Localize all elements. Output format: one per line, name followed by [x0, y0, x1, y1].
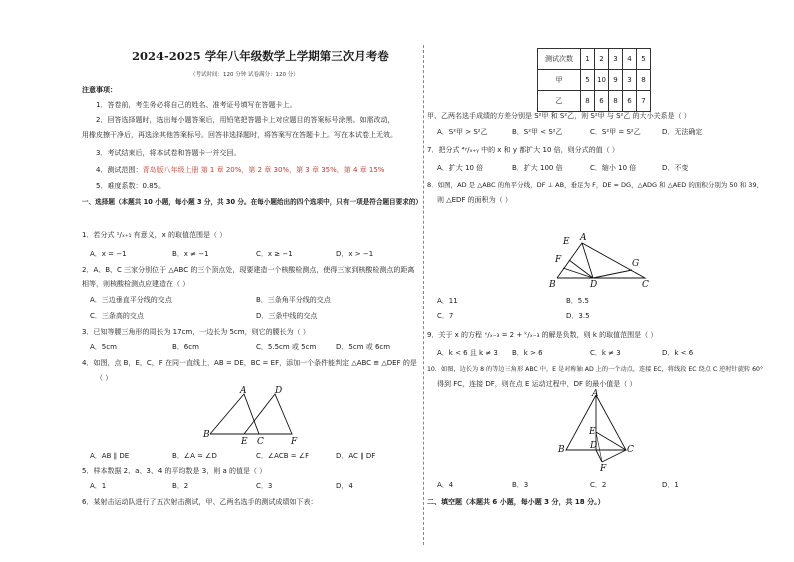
table-cell: 8: [609, 91, 623, 112]
q10-option-c: C．2: [590, 481, 607, 489]
q8-label-f: F: [555, 255, 562, 265]
q3-option-d: D．5cm 或 6cm: [336, 343, 391, 351]
q4-label-a: A: [240, 386, 247, 396]
table-cell: 8: [581, 91, 595, 112]
q3-option-a: A．5cm: [90, 343, 117, 351]
q8-label-d: D: [590, 280, 598, 290]
table-cell: 3: [623, 70, 637, 91]
q9-option-a: A．k < 6 且 k ≠ 3: [437, 349, 498, 357]
table-cell: 测试次数: [538, 49, 581, 70]
table-cell: 5: [581, 70, 595, 91]
q4-stem: 4．如图，点 B，E，C，F 在同一直线上，AB = DE，BC = EF，添加一个条件能判定 △ABC ≌ △DEF 的是: [82, 359, 417, 367]
q4-label-d: D: [275, 386, 283, 396]
q4-stem-cont: （ ）: [96, 374, 113, 382]
q1-option-c: C．x ≥ −1: [256, 250, 293, 258]
q2-stem-cont: 相等，则核酸检测点应建造在（ ）: [82, 280, 190, 288]
q8-label-g: G: [632, 259, 640, 269]
q6-option-b: B．S²甲 < S²乙: [512, 128, 563, 136]
table-cell: 2: [595, 49, 609, 70]
q9-option-b: B．k > 6: [512, 349, 543, 357]
page-title: 2024-2025 学年八年级数学上学期第三次月考卷: [132, 49, 389, 63]
note-3: 3．考试结束后，将本试卷和答题卡一并交回。: [96, 149, 241, 157]
exam-info: （考试时间：120 分钟 试卷满分：120 分）: [190, 72, 299, 78]
q10-stem: 10．如图，边长为 8 的等边三角形 ABC 中，E 是对称轴 AD 上的一个动点，连接 EC，将线段 EC 绕点 C 逆时针旋转 60°: [427, 366, 764, 373]
q10-label-a: A: [592, 389, 599, 399]
q7-option-a: A．扩大 10 倍: [437, 164, 484, 172]
score-table: [537, 48, 651, 112]
q8-option-a: A．11: [437, 297, 458, 305]
q4-option-b: B．∠A = ∠D: [172, 452, 217, 460]
q8-figure: [545, 233, 653, 290]
table-row: [538, 49, 651, 70]
table-cell: 4: [623, 49, 637, 70]
note-2-cont: 用橡皮擦干净后，再选涂其他答案标号。回答非选择题时，将答案写在答题卡上。写在本试卷上无效。: [82, 131, 397, 139]
q10-label-b: B: [558, 445, 565, 455]
q8-label-c: C: [642, 280, 649, 290]
q1-option-a: A．x = −1: [90, 250, 127, 258]
q6-question: 甲、乙两名选手成绩的方差分别是 S²甲 和 S²乙，则 S²甲 与 S²乙 的大小关系是（ ）: [427, 112, 691, 120]
q3-option-c: C．5.5cm 或 5cm: [256, 343, 317, 351]
table-cell: 6: [623, 91, 637, 112]
table-row: [538, 91, 651, 112]
q10-option-a: A．4: [437, 481, 454, 489]
q4-label-c: C: [257, 437, 264, 447]
q5-option-c: C．3: [256, 482, 273, 490]
q10-stem-cont: 得到 FC，连接 DF，则在点 E 运动过程中，DF 的最小值是（ ）: [437, 380, 637, 388]
q10-label-c: C: [627, 445, 634, 455]
q6-option-a: A．S²甲 > S²乙: [437, 128, 488, 136]
q8-stem: 8．如图，AD 是 △ABC 的角平分线，DF ⊥ AB，垂足为 F，DE = DG，△ADG 和 △AED 的面积分别为 50 和 39，: [427, 181, 764, 189]
q8-label-a: A: [580, 233, 587, 243]
q6-option-c: C．S²甲 = S²乙: [590, 128, 641, 136]
q10-option-b: B．3: [512, 481, 529, 489]
q7-option-c: C．缩小 10 倍: [590, 164, 637, 172]
q8-label-b: B: [549, 280, 556, 290]
q9-option-c: C．k ≠ 3: [590, 349, 621, 357]
note-5: 5．难度系数：0.85。: [96, 182, 166, 190]
q5-option-d: D．4: [336, 482, 353, 490]
q1-option-d: D．x > −1: [336, 250, 374, 258]
q8-stem-cont: 则 △EDF 的面积为（ ）: [437, 196, 512, 204]
q5-option-b: B．2: [172, 482, 189, 490]
q4-label-e: E: [241, 437, 248, 447]
table-cell: 9: [609, 70, 623, 91]
q8-option-d: D．3.5: [566, 312, 590, 320]
table-cell: 7: [637, 91, 651, 112]
table-cell: 甲: [538, 70, 581, 91]
q9-stem: 9．关于 x 的方程 ˣ/ₓ₋₃ = 2 + ᵏ/ₓ₋₃ 的解是负数，则 k 的取值范围是（ ）: [427, 331, 658, 339]
q1-stem: 1．若分式 ¹/ₓ₊₁ 有意义，x 的取值范围是（ ）: [82, 231, 227, 239]
table-cell: 5: [637, 49, 651, 70]
note-1: 1．答卷前，考生务必将自己的姓名、准考证号填写在答题卡上。: [96, 101, 297, 109]
q10-label-d: D: [590, 441, 598, 451]
q5-stem: 5．样本数据 2、a、3、4 的平均数是 3，则 a 的值是（ ）: [82, 467, 267, 475]
table-cell: 乙: [538, 91, 581, 112]
q4-label-b: B: [203, 430, 210, 440]
q7-option-b: B．扩大 100 倍: [512, 164, 563, 172]
q8-label-e: E: [563, 237, 570, 247]
section-2-heading: 二、填空题（本题共 6 小题，每小题 3 分，共 18 分。）: [427, 498, 605, 506]
q9-option-d: D．k < 6: [662, 349, 694, 357]
table-cell: 10: [595, 70, 609, 91]
q7-stem: 7．把分式 ⁴ʸ/ₓ₊ᵧ 中的 x 和 y 都扩大 10 倍，则分式的值（ ）: [427, 146, 619, 154]
test-range: 青岛版八年级上册 第 1 章 20%，第 2 章 30%，第 3 章 35%，第 4 章 15%: [142, 166, 385, 174]
q10-option-d: D．1: [662, 481, 679, 489]
q6-option-d: D．无法确定: [662, 128, 703, 136]
table-cell: 1: [581, 49, 595, 70]
q10-label-e: E: [589, 427, 596, 437]
table-cell: 6: [595, 91, 609, 112]
q3-option-b: B．6cm: [172, 343, 199, 351]
note-4: 4．测试范围：青岛版八年级上册 第 1 章 20%，第 2 章 30%，第 3 章 35%，第 4 章 15%: [96, 166, 385, 174]
note-2: 2．回答选择题时，选出每小题答案后，用铅笔把答题卡上对应题目的答案标号涂黑。如需改动，: [96, 116, 395, 124]
q4-option-a: A．AB ∥ DE: [90, 452, 130, 460]
q10-figure: [550, 388, 640, 473]
q4-option-c: C．∠ACB = ∠F: [256, 452, 310, 460]
q7-option-d: D．不变: [662, 164, 689, 172]
q2-option-a: A．三边垂直平分线的交点: [90, 296, 172, 304]
q8-option-b: B．5.5: [566, 297, 589, 305]
q1-option-b: B．x ≠ −1: [172, 250, 209, 258]
q10-label-f: F: [600, 464, 607, 474]
q6-stem: 6．某射击运动队进行了五次射击测试，甲、乙两名选手的测试成绩如下表：: [82, 498, 318, 506]
q2-option-b: B．三条角平分线的交点: [256, 296, 331, 304]
table-row: [538, 70, 651, 91]
q4-figure: [200, 383, 302, 447]
q3-stem: 3．已知等腰三角形的周长为 17cm，一边长为 5cm，则它的腰长为（ ）: [82, 328, 310, 336]
q2-stem: 2．A、B、C 三家分别位于 △ABC 的三个顶点处，现要建造一个核酸检测点，使得三家到核酸检测点的距离: [82, 266, 415, 274]
q5-option-a: A．1: [90, 482, 107, 490]
q2-option-d: D．三条中线的交点: [256, 312, 318, 320]
q8-option-c: C．7: [437, 312, 454, 320]
table-cell: 8: [637, 70, 651, 91]
section-1-heading: 一、选择题（本题共 10 小题，每小题 3 分，共 30 分。在每小题给出的四个选项中，只有一项是符合题目要求的）: [82, 198, 423, 206]
q4-label-f: F: [291, 437, 298, 447]
column-divider: [423, 45, 424, 545]
notes-heading: 注意事项：: [82, 86, 117, 94]
q4-option-d: D．AC ∥ DF: [336, 452, 376, 460]
table-cell: 3: [609, 49, 623, 70]
q2-option-c: C．三条高的交点: [90, 312, 144, 320]
